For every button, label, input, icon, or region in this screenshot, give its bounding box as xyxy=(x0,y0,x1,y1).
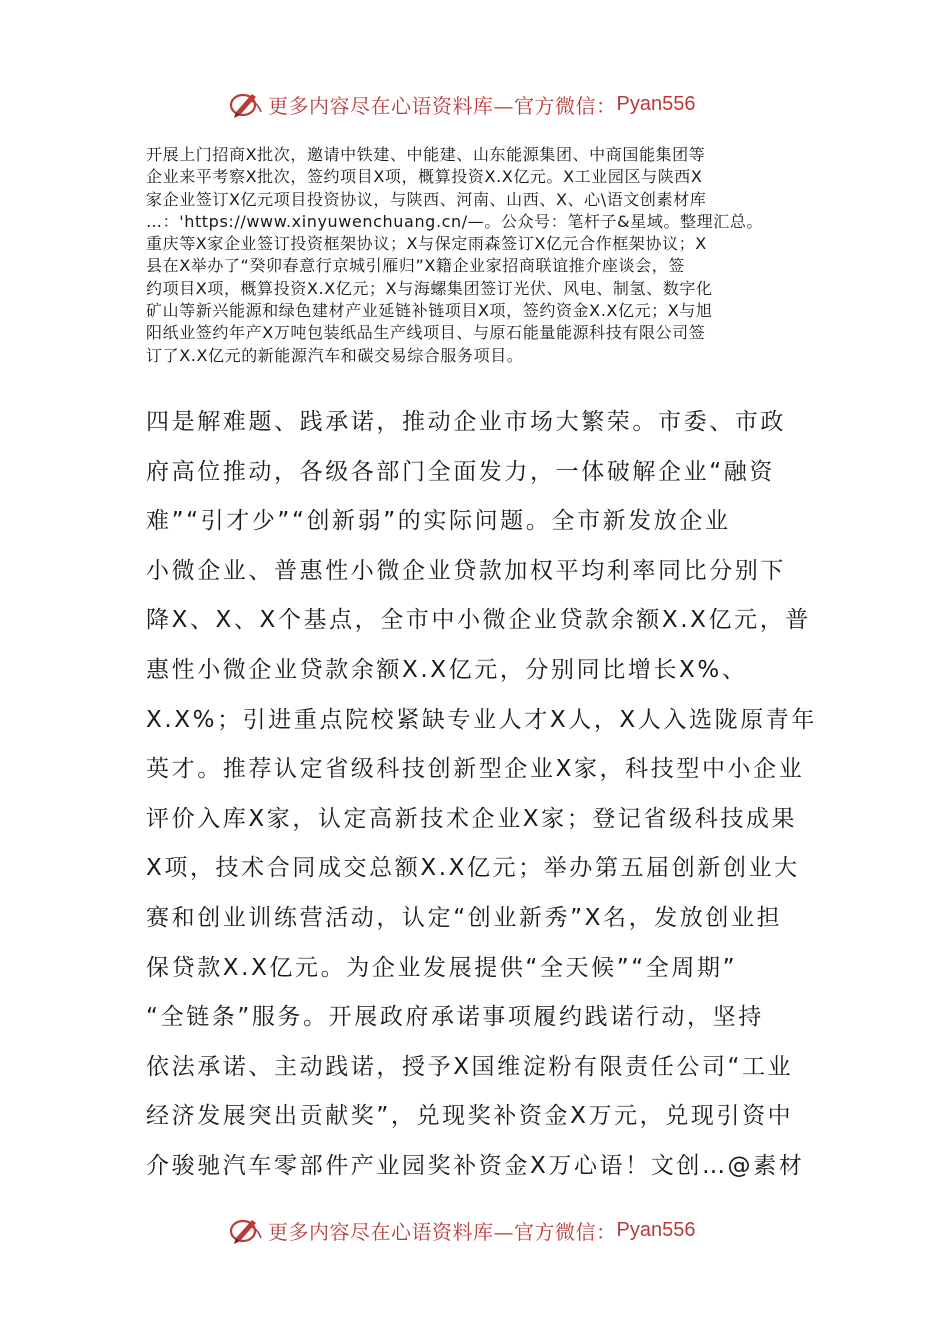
wechat-id: Pyan556 xyxy=(616,92,696,115)
main-line: X.X%；引进重点院校紧缺专业人才X人，X人入选陇原青年 xyxy=(146,706,817,733)
main-line: 介骏驰汽车零部件产业园奖补资金X万心语！文创…@素材 xyxy=(146,1152,805,1179)
intro-line: 县在X举办了“癸卯春意行京城引雁归”X籍企业家招商联谊推介座谈会，签 xyxy=(146,256,685,276)
pen-logo-icon xyxy=(228,1212,264,1248)
main-line: “全链条”服务。开展政府承诺事项履约践诺行动，坚持 xyxy=(146,1004,764,1031)
header-banner xyxy=(228,84,748,124)
footer-banner xyxy=(228,1210,748,1250)
main-line: 英才。推荐认定省级科技创新型企业X家，科技型中小企业 xyxy=(146,756,805,783)
wechat-id: Pyan556 xyxy=(616,1218,696,1241)
main-line: 府高位推动，各级各部门全面发力，一体破解企业“融资 xyxy=(146,458,775,485)
intro-line: 家企业签订X亿元项目投资协议，与陕西、河南、山西、X、心\语文创素材库 xyxy=(146,189,707,209)
intro-line: 约项目X项，概算投资X.X亿元；X与海螺集团签订光伏、风电、制氢、数字化 xyxy=(146,278,713,298)
main-line: 小微企业、普惠性小微企业贷款加权平均利率同比分别下 xyxy=(146,557,786,584)
main-line: X项，技术合同成交总额X.X亿元；举办第五届创新创业大 xyxy=(146,855,800,882)
main-line: 赛和创业训练营活动，认定“创业新秀”X名，发放创业担 xyxy=(146,904,783,931)
intro-line: …：'https://www.xinyuwenchuang.cn/—。公众号：笔杆子&星域。整理汇总。 xyxy=(146,211,764,231)
banner-text: 更多内容尽在心语资料库—官方微信： xyxy=(268,1219,617,1244)
main-paragraph xyxy=(146,398,817,1192)
banner-text: 更多内容尽在心语资料库—官方微信： xyxy=(268,93,617,118)
intro-line: 企业来平考察X批次，签约项目X项，概算投资X.X亿元。X工业园区与陕西X xyxy=(146,167,703,187)
intro-paragraph xyxy=(146,144,806,367)
intro-line: 矿山等新兴能源和绿色建材产业延链补链项目X项，签约资金X.X亿元；X与旭 xyxy=(146,301,713,321)
intro-line: 开展上门招商X批次，邀请中铁建、中能建、山东能源集团、中商国能集团等 xyxy=(146,145,706,164)
main-line: 降X、X、X个基点，全市中小微企业贷款余额X.X亿元，普 xyxy=(146,607,811,634)
intro-line: 订了X.X亿元的新能源汽车和碳交易综合服务项目。 xyxy=(146,345,524,365)
main-line: 经济发展突出贡献奖”，兑现奖补资金X万元，兑现引资中 xyxy=(146,1103,794,1130)
intro-line: 阳纸业签约年产X万吨包装纸品生产线项目、与原石能量能源科技有限公司签 xyxy=(146,323,706,343)
main-line: 难”“引才少”“创新弱”的实际问题。全市新发放企业 xyxy=(146,508,731,535)
main-line: 依法承诺、主动践诺，授予X国维淀粉有限责任公司“工业 xyxy=(146,1053,794,1080)
intro-line: 重庆等X家企业签订投资框架协议；X与保定雨森签订X亿元合作框架协议；X xyxy=(146,234,707,254)
main-line: 保贷款X.X亿元。为企业发展提供“全天候”“全周期” xyxy=(146,954,738,981)
main-line: 四是解难题、践承诺，推动企业市场大繁荣。市委、市政 xyxy=(146,409,786,435)
main-line: 评价入库X家，认定高新技术企业X家；登记省级科技成果 xyxy=(146,805,798,832)
pen-logo-icon xyxy=(228,86,264,122)
main-line: 惠性小微企业贷款余额X.X亿元，分别同比增长X%、 xyxy=(146,656,748,683)
